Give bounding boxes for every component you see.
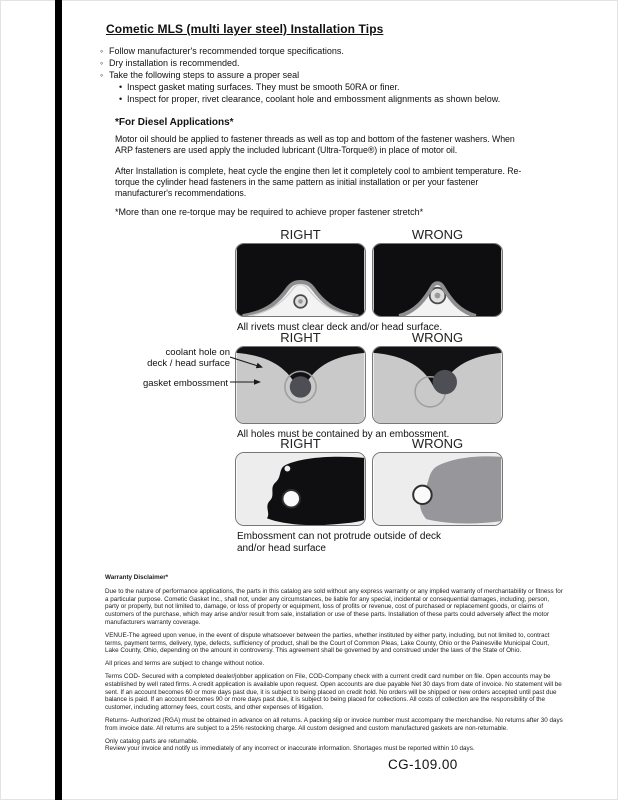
hole-containment-wrong-image bbox=[373, 347, 502, 423]
solid-bullet-icon: • bbox=[119, 94, 123, 104]
tip-item bbox=[100, 69, 580, 81]
figure2-right-label: RIGHT bbox=[280, 330, 321, 345]
figure1-wrong-panel bbox=[372, 243, 503, 317]
figure3-right-panel bbox=[235, 452, 366, 526]
open-bullet-icon: ◦ bbox=[100, 46, 104, 56]
legal-text-block bbox=[105, 574, 563, 758]
legal-paragraph: VENUE-The agreed upon venue, in the event of dispute whatsoever between the parties, whether instituted by either party, including, but not limited to, contract terms, payment terms, delivery, type, defects, sufficiency of product, shall be the Court of Common Pleas, Lake County, Ohio or the Painesville Municipal Court, Lake County, Ohio, depending on the amount in controversy. This agreement shall be governed by and construed under the laws of the State of Ohio. bbox=[105, 631, 550, 655]
legal-paragraph: Review your invoice and notify us immediately of any incorrect or inaccurate information. Shortages must be reported within 10 days. bbox=[105, 745, 475, 753]
legal-paragraph: Returns- Authorized (RGA) must be obtained in advance on all returns. A packing slip or invoice number must accompany the merchandise. No returns after 30 days from invoice date. All returns are subject to a 25% restocking charge. All custom designed and custom manufactured gaskets are non-returnable. bbox=[105, 716, 563, 732]
legal-paragraph: Terms COD- Secured with a completed dealer/jobber application on File, COD-Company check with a current credit card number on file. Open accounts may be established by well rated firms. A credit application is available upon request. Open accounts are due payable Net 30 days from date of invoice. No statement will be sent. If an account becomes 60 or more days past due, it is subject to being placed on credit hold. No orders will be shipped or new orders accepted until past due balance is paid. If an account becomes 90 or more days past due, it is subject to being placed for collections. All costs of collection are the responsibility of the customer, including attorney fees, court costs, and other expenses of litigation. bbox=[105, 672, 562, 712]
page-title: Cometic MLS (multi layer steel) Installation Tips bbox=[106, 22, 384, 36]
figure3-wrong-label: WRONG bbox=[411, 436, 464, 451]
embossment-protrusion-wrong-image bbox=[373, 453, 502, 525]
tip-text: Inspect for proper, rivet clearance, coolant hole and embossment alignments as shown below. bbox=[127, 94, 501, 104]
figure1-right-label: RIGHT bbox=[280, 227, 321, 242]
diesel-applications-heading: *For Diesel Applications* bbox=[115, 117, 234, 128]
figure2-wrong-panel bbox=[372, 346, 503, 424]
figure3-caption: Embossment can not protrude outside of deck and/or head surface bbox=[237, 531, 442, 554]
solid-bullet-icon: • bbox=[119, 82, 123, 92]
tip-subitem bbox=[100, 81, 580, 93]
open-bullet-icon: ◦ bbox=[100, 70, 104, 80]
legal-paragraph: Only catalog parts are returnable. bbox=[105, 737, 199, 745]
tip-subitem bbox=[100, 93, 580, 105]
callout-arrow-icons bbox=[230, 354, 268, 390]
figure3-right-label: RIGHT bbox=[280, 436, 321, 451]
page-spine bbox=[55, 0, 62, 800]
page-code: CG-109.00 bbox=[388, 757, 458, 772]
diesel-paragraph-2: After Installation is complete, heat cycle the engine then let it completely cool to ambient temperature. Re-torque the cylinder head fasteners in the same pattern as initial installation or per your fastener manufacturer's recommendations. bbox=[115, 166, 522, 198]
warranty-disclaimer-heading: Warranty Disclaimer* bbox=[105, 574, 169, 581]
figure3-wrong-panel bbox=[372, 452, 503, 526]
coolant-hole-callout: coolant hole on deck / head surface bbox=[147, 347, 230, 369]
diesel-paragraph-1: Motor oil should be applied to fastener threads as well as top and bottom of the fastener washers. When ARP fasteners are used apply the included lubricant (Ultra-Torque®) in place of motor oil. bbox=[115, 134, 515, 155]
rivet-clearance-wrong-image bbox=[373, 244, 502, 316]
rivet-clearance-right-image bbox=[236, 244, 365, 316]
tip-text: Take the following steps to assure a proper seal bbox=[109, 70, 300, 80]
tip-item bbox=[100, 57, 580, 69]
installation-tips-list bbox=[100, 45, 580, 105]
tip-text: Follow manufacturer's recommended torque specifications. bbox=[109, 46, 344, 56]
tip-text: Inspect gasket mating surfaces. They must be smooth 50RA or finer. bbox=[127, 82, 400, 92]
gasket-embossment-callout: gasket embossment bbox=[142, 378, 228, 389]
tip-item bbox=[100, 45, 580, 57]
figure1-right-panel bbox=[235, 243, 366, 317]
legal-paragraph: All prices and terms are subject to change without notice. bbox=[105, 660, 265, 668]
figure1-caption: All rivets must clear deck and/or head surface. bbox=[237, 322, 443, 333]
tip-text: Dry installation is recommended. bbox=[109, 58, 240, 68]
figure2-wrong-label: WRONG bbox=[411, 330, 464, 345]
embossment-protrusion-right-image bbox=[236, 453, 365, 525]
legal-paragraph: Due to the nature of performance applications, the parts in this catalog are sold without any express warranty or any implied warranty of merchantability or fitness for a particular purpose. Cometic Gasket Inc., shall not, under any circumstances, be liable for any special, incidental or consequential damages, including, person, party or property, but not limited to, damage, or loss of property or equipment, loss of profits or revenue, cost of purchased or replacement goods, or claims of customers of the purchase, which may arise and/or result from sale, installation or use of these parts. Installation of these parts could adversely affect the motor manufacturers warranty coverage. bbox=[105, 587, 563, 626]
figure1-wrong-label: WRONG bbox=[411, 227, 464, 242]
figure2-caption: All holes must be contained by an embossment. bbox=[237, 429, 450, 440]
retorque-note: *More than one re-torque may be required to achieve proper fastener stretch* bbox=[115, 207, 424, 217]
open-bullet-icon: ◦ bbox=[100, 58, 104, 68]
